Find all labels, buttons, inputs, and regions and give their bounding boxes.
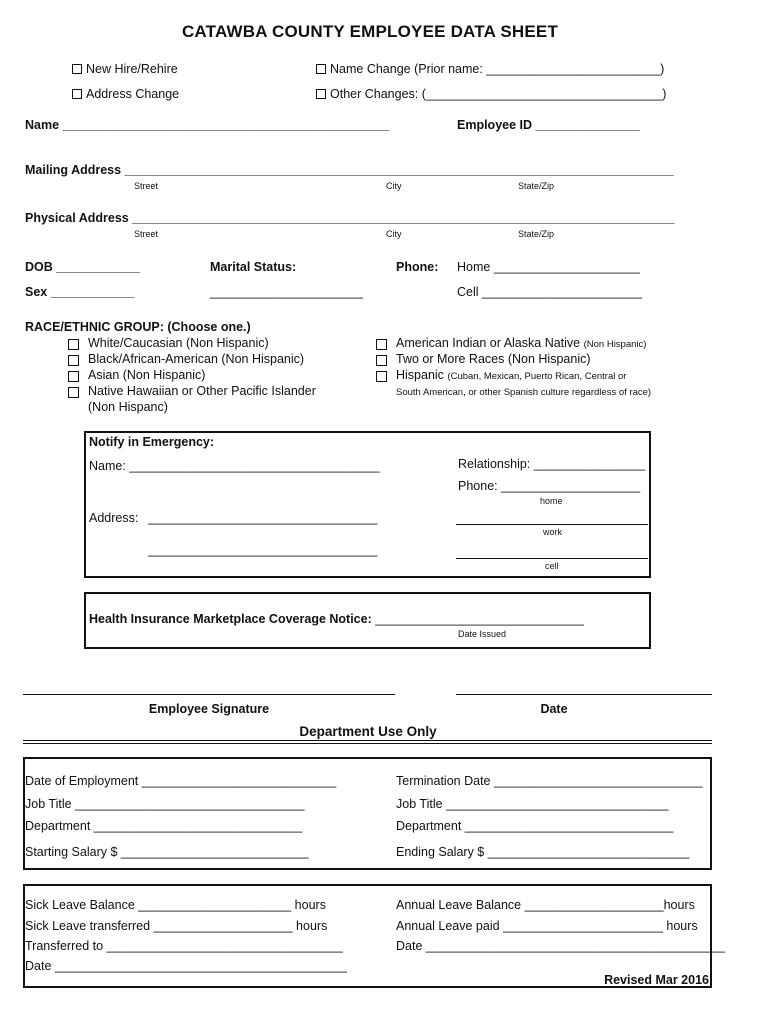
sick-leave-balance-field[interactable]: Sick Leave Balance ______________________ hours xyxy=(25,898,326,912)
divider-line xyxy=(23,740,712,741)
marital-status-label: Marital Status: xyxy=(210,260,297,274)
sick-leave-transferred-field[interactable]: Sick Leave transferred ____________________ hours xyxy=(25,919,328,933)
dept-department-field[interactable]: Department ______________________________ xyxy=(25,819,303,833)
emergency-name-field[interactable]: Name: ____________________________________ xyxy=(89,459,380,473)
physical-state-zip-caption: State/Zip xyxy=(518,229,555,239)
race-checkbox-american-indian[interactable] xyxy=(376,339,387,350)
sex-field[interactable] xyxy=(25,285,134,299)
health-date-issued-caption: Date Issued xyxy=(458,629,507,639)
checkbox-icon[interactable] xyxy=(72,89,82,99)
race-option-two-or-more: Two or More Races (Non Hispanic) xyxy=(396,352,591,366)
health-insurance-label: Health Insurance Marketplace Coverage Notice: xyxy=(89,612,372,626)
signature-date-line[interactable] xyxy=(456,694,712,695)
employee-signature-label: Employee Signature xyxy=(148,702,270,716)
checkbox-other-changes[interactable] xyxy=(316,87,666,101)
dept-termination-date-field[interactable]: Termination Date ______________________________ xyxy=(396,774,703,788)
dept-starting-salary-field[interactable]: Starting Salary $ ___________________________ xyxy=(25,845,309,859)
mailing-state-zip-caption: State/Zip xyxy=(518,181,555,191)
emergency-relationship-field[interactable]: Relationship: ________________ xyxy=(458,457,645,471)
checkbox-new-hire[interactable] xyxy=(72,62,178,76)
mailing-address-field[interactable] xyxy=(25,163,674,177)
race-option-american-indian-label: American Indian or Alaska Native xyxy=(396,336,581,350)
race-option-american-indian-note: (Non Hispanic) xyxy=(583,339,647,350)
revised-date: Revised Mar 2016 xyxy=(604,973,709,987)
page-title: CATAWBA COUNTY EMPLOYEE DATA SHEET xyxy=(181,22,559,41)
dept-date-of-employment-field[interactable]: Date of Employment ____________________________ xyxy=(25,774,337,788)
name-label: Name xyxy=(25,118,60,132)
physical-address-label: Physical Address xyxy=(25,211,129,225)
name-field[interactable] xyxy=(25,118,389,132)
emergency-cell-line[interactable] xyxy=(456,558,648,559)
dob-field[interactable] xyxy=(25,260,140,274)
race-option-black: Black/African-American (Non Hispanic) xyxy=(88,352,305,366)
emergency-phone-field[interactable]: Phone: ____________________ xyxy=(458,479,641,493)
checkbox-name-change[interactable] xyxy=(316,62,664,76)
physical-city-caption: City xyxy=(386,229,402,239)
department-use-heading: Department Use Only xyxy=(299,724,437,739)
race-checkbox-hispanic[interactable] xyxy=(376,371,387,382)
dob-label: DOB xyxy=(25,260,53,274)
checkbox-icon[interactable] xyxy=(316,64,326,74)
race-option-hispanic-label: Hispanic xyxy=(396,368,444,382)
mailing-address-label: Mailing Address xyxy=(25,163,122,177)
race-checkbox-asian[interactable] xyxy=(68,371,79,382)
race-checkbox-black[interactable] xyxy=(68,355,79,366)
employee-id-blank[interactable]: _______________ xyxy=(535,118,640,132)
name-blank[interactable]: _______________________________________________ xyxy=(62,118,390,132)
sick-leave-date-field[interactable]: Date __________________________________________ xyxy=(25,959,347,973)
checkbox-new-hire-label: New Hire/Rehire xyxy=(86,62,178,76)
dept-ending-salary-field[interactable]: Ending Salary $ _____________________________ xyxy=(396,845,690,859)
divider-line xyxy=(23,743,712,744)
annual-leave-paid-field[interactable]: Annual Leave paid _______________________ hours xyxy=(396,919,698,933)
checkbox-icon[interactable] xyxy=(72,64,82,74)
dept-termination-department-field[interactable]: Department ______________________________ xyxy=(396,819,674,833)
employee-id-label: Employee ID xyxy=(457,118,533,132)
race-option-native-hawaiian: Native Hawaiian or Other Pacific Islander xyxy=(88,384,316,398)
race-option-asian: Asian (Non Hispanic) xyxy=(88,368,206,382)
race-heading: RACE/ETHNIC GROUP: (Choose one.) xyxy=(25,320,251,334)
emergency-address-line2[interactable]: _________________________________ xyxy=(148,543,378,557)
health-insurance-blank[interactable]: ______________________________ xyxy=(375,612,584,626)
sex-label: Sex xyxy=(25,285,48,299)
physical-address-blank[interactable]: ______________________________________________________________________________ xyxy=(132,211,675,225)
physical-street-caption: Street xyxy=(134,229,159,239)
emergency-address-label: Address: xyxy=(89,511,139,525)
emergency-heading: Notify in Emergency: xyxy=(89,435,215,449)
mailing-city-caption: City xyxy=(386,181,402,191)
phone-home-field[interactable]: Home _____________________ xyxy=(457,260,640,274)
dob-blank[interactable]: ____________ xyxy=(56,260,140,274)
mailing-street-caption: Street xyxy=(134,181,159,191)
emergency-phone-cell-caption: cell xyxy=(545,561,559,571)
race-option-white: White/Caucasian (Non Hispanic) xyxy=(88,336,269,350)
employee-id-field[interactable] xyxy=(457,118,640,132)
race-checkbox-white[interactable] xyxy=(68,339,79,350)
dept-job-title-field[interactable]: Job Title _________________________________ xyxy=(25,797,305,811)
physical-address-field[interactable] xyxy=(25,211,675,225)
health-insurance-field[interactable] xyxy=(89,612,584,626)
dept-termination-job-title-field[interactable]: Job Title ________________________________ xyxy=(396,797,669,811)
signature-date-label: Date xyxy=(540,702,568,716)
employee-signature-line[interactable] xyxy=(23,694,395,695)
checkbox-address-change-label: Address Change xyxy=(86,87,180,101)
transferred-to-field[interactable]: Transferred to __________________________________ xyxy=(25,939,343,953)
checkbox-icon[interactable] xyxy=(316,89,326,99)
emergency-phone-home-caption: home xyxy=(540,496,563,506)
mailing-address-blank[interactable]: _______________________________________________________________________________ xyxy=(124,163,674,177)
race-checkbox-native-hawaiian[interactable] xyxy=(68,387,79,398)
race-option-hispanic xyxy=(396,368,626,382)
phone-cell-field[interactable]: Cell _______________________ xyxy=(457,285,642,299)
race-option-hispanic-note: (Cuban, Mexican, Puerto Rican, Central or xyxy=(447,371,627,382)
phone-label: Phone: xyxy=(396,260,439,274)
race-checkbox-two-or-more[interactable] xyxy=(376,355,387,366)
race-option-american-indian xyxy=(396,336,646,350)
emergency-work-line[interactable] xyxy=(456,524,648,525)
annual-leave-balance-field[interactable]: Annual Leave Balance ____________________hours xyxy=(396,898,695,912)
race-option-native-hawaiian-cont: (Non Hispanc) xyxy=(88,400,168,414)
annual-leave-date-field[interactable]: Date ___________________________________________ xyxy=(396,939,725,953)
race-option-hispanic-note-cont: South American, or other Spanish culture regardless of race) xyxy=(396,387,652,398)
emergency-address-line1[interactable]: _________________________________ xyxy=(148,511,378,525)
checkbox-other-changes-label: Other Changes: (__________________________________) xyxy=(330,87,667,101)
sex-blank[interactable]: ____________ xyxy=(50,285,135,299)
emergency-phone-work-caption: work xyxy=(543,527,563,537)
checkbox-address-change[interactable] xyxy=(72,87,179,101)
checkbox-name-change-label: Name Change (Prior name: _________________________) xyxy=(330,62,665,76)
marital-status-blank[interactable]: ______________________ xyxy=(210,285,363,299)
